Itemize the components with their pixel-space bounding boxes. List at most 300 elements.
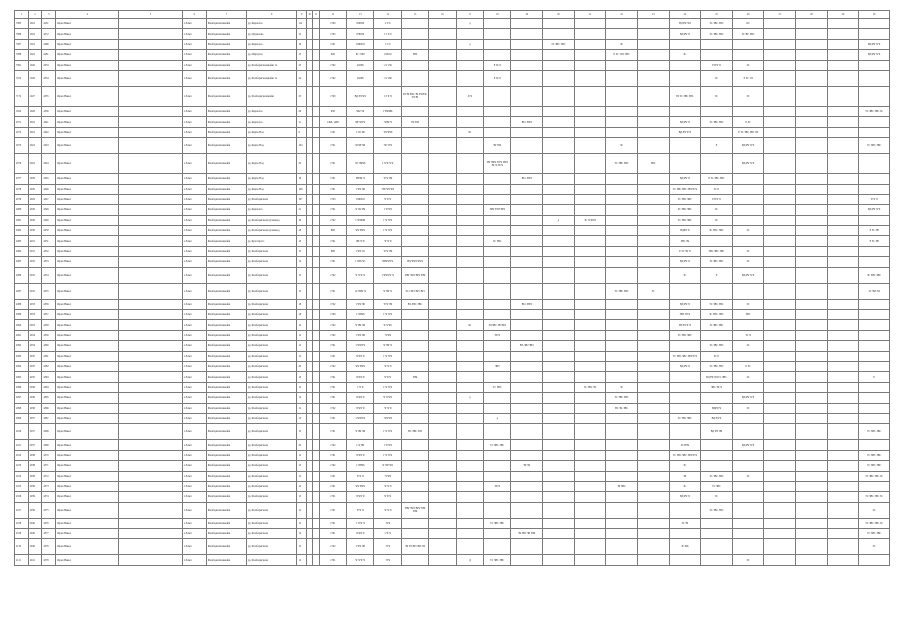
table-cell: Ярош Никол [56, 461, 119, 471]
table-cell: 4348 [42, 205, 56, 215]
table-cell [543, 492, 575, 502]
table-cell [429, 529, 456, 539]
table-cell [511, 492, 543, 502]
table-cell: ВД РЧ·Ч·Ч [732, 440, 764, 450]
table-cell: Ярош Никол [56, 29, 119, 39]
table-cell: ЗС ЗВС ЗВС [701, 320, 733, 330]
table-cell: 2022 [28, 127, 42, 137]
table-cell: Ярош Никол [56, 539, 119, 555]
table-cell: 12 [297, 341, 306, 351]
table-cell: Ярош Никол [56, 529, 119, 539]
table-cell [543, 320, 575, 330]
table-cell: Ярош Никол [56, 70, 119, 86]
table-cell [859, 154, 890, 174]
table-cell [429, 450, 456, 460]
table-cell [764, 86, 796, 106]
table-cell [484, 502, 511, 518]
table-cell [827, 194, 859, 204]
table-cell: 2034 [28, 330, 42, 340]
table-cell: Фонборигшошвойш [206, 205, 246, 215]
table-cell: уд. Фонборигшош [246, 502, 297, 518]
table-cell: 1763 [319, 194, 346, 204]
table-cell [764, 184, 796, 194]
table-cell: Фонборигшошвойш [206, 70, 246, 86]
table-cell: Ярош Никол [56, 320, 119, 330]
table-row [15, 60, 890, 70]
table-cell [429, 194, 456, 204]
table-cell [456, 361, 483, 371]
table-row [15, 138, 890, 154]
table-cell: 4356 [42, 299, 56, 309]
table-row [15, 481, 890, 491]
table-cell [732, 529, 764, 539]
table-cell: 1761 [319, 492, 346, 502]
table-cell: Е ЗС 1ЧЗ. 3ВС [606, 50, 638, 60]
table-cell: Ч·Ч·Ч [347, 471, 374, 481]
table-cell [511, 154, 543, 174]
table-cell [637, 492, 669, 502]
table-cell [827, 257, 859, 267]
table-cell: ЧР·ЧЧ·Ч [347, 117, 374, 127]
table-cell: 4357 [42, 310, 56, 320]
table-cell: Ярош Никол [56, 403, 119, 413]
table-cell: Ч1 [456, 127, 483, 137]
table-cell: ·Ч·Ч·ЧЧ [374, 174, 401, 184]
table-cell [827, 236, 859, 246]
table-cell: Е ЗСЛ [484, 70, 511, 86]
table-cell: 12 [297, 529, 306, 539]
table-cell: ТС 3ВС ЗВС [669, 413, 701, 423]
table-cell: 4353 [42, 257, 56, 267]
table-cell: 2030 [28, 226, 42, 236]
table-cell: 4358 [42, 320, 56, 330]
table-cell: 898 [319, 246, 346, 256]
table-cell: 2085 [15, 257, 29, 267]
table-cell [511, 424, 543, 440]
table-cell: ВДРЧ·Ч [669, 226, 701, 236]
table-cell: Ярош Никол [56, 205, 119, 215]
table-cell [764, 267, 796, 283]
table-cell: 2032 [28, 257, 42, 267]
table-cell: ВД РЧ ЧЧ [347, 86, 374, 106]
table-cell: ТС ЗВС ЗВС [859, 424, 890, 440]
table-cell: 2034 [28, 341, 42, 351]
table-cell [484, 450, 511, 460]
table-cell: 1 Ломп [182, 174, 206, 184]
table-cell: ВД РЧ·Ч [669, 117, 701, 127]
table-cell: ВС1 ВЗЧ [511, 299, 543, 309]
table-cell: Е ЗС ЗВ [859, 226, 890, 236]
table-cell [119, 382, 182, 392]
table-cell: ·Ч·Ч·ЧЧ [374, 246, 401, 256]
table-cell: 2033 [28, 299, 42, 309]
table-cell [401, 226, 428, 236]
table-cell: 1·ЧЧ·Ч6 [347, 330, 374, 340]
table-cell [637, 502, 669, 518]
table-cell: 2022 [28, 138, 42, 154]
table-cell: ЗЧ ЗЧ ЗЧЗ ЗЧЗ ЗЧ [401, 539, 428, 555]
table-cell [606, 127, 638, 137]
column-header: 3 [42, 11, 56, 19]
table-cell: 1762 [319, 70, 346, 86]
table-cell [701, 283, 733, 299]
table-cell [574, 341, 606, 351]
table-cell [637, 382, 669, 392]
table-cell: 1 Ломп [182, 29, 206, 39]
table-cell [119, 39, 182, 49]
table-cell: 7091 [15, 60, 29, 70]
table-cell [764, 529, 796, 539]
table-cell [796, 117, 828, 127]
table-cell: ТС 3ВС ЗВС [543, 39, 575, 49]
table-cell [511, 502, 543, 518]
table-cell [637, 70, 669, 86]
table-cell [574, 86, 606, 106]
table-cell: 12 [297, 351, 306, 361]
table-cell: уд. Фонборигшош [246, 351, 297, 361]
table-cell: ЗС ВД [669, 539, 701, 555]
table-cell: 1762 [319, 403, 346, 413]
table-cell: 1761 [319, 518, 346, 528]
table-cell [429, 138, 456, 154]
table-cell: Ч·Ч·Ч6 [374, 320, 401, 330]
table-cell: ЗС Ч·ЧЧЧ [574, 215, 606, 225]
table-cell [511, 310, 543, 320]
table-cell [796, 267, 828, 283]
table-cell: 2022 [28, 154, 42, 174]
column-header: 14 [374, 11, 401, 19]
table-row [15, 174, 890, 184]
table-cell [429, 539, 456, 555]
table-cell: уд. Фонборигшош [246, 361, 297, 371]
table-cell: 4362 [42, 361, 56, 371]
table-cell: Фонборигшошвойш [206, 310, 246, 320]
table-cell: 23 [297, 60, 306, 70]
table-cell: ЗЧЧ·ЗЧЧ ЗЧЧ·ЗЧЧ [401, 267, 428, 283]
table-cell: 1·ЧЧ6Ч6 [347, 215, 374, 225]
table-cell: 2032 [28, 283, 42, 299]
table-cell [701, 154, 733, 174]
table-cell: 1761 [319, 481, 346, 491]
column-header: 25 [701, 11, 733, 19]
table-cell: 2097 [15, 393, 29, 403]
table-cell: 18 [297, 299, 306, 309]
table-cell: 2073 [15, 138, 29, 154]
table-cell [511, 215, 543, 225]
table-cell: 1·ЧЧЧ·Ч [347, 341, 374, 351]
table-cell [543, 481, 575, 491]
table-cell [764, 393, 796, 403]
table-cell: 1·Ч·Ч [374, 529, 401, 539]
table-cell [543, 267, 575, 283]
table-cell [119, 236, 182, 246]
table-cell [669, 60, 701, 70]
table-cell: 12 [297, 257, 306, 267]
table-cell: Фонборигшошвойш [206, 215, 246, 225]
table-cell: ЗЧ·ЗЧЗ [484, 138, 511, 154]
table-cell [796, 174, 828, 184]
table-cell: ЧЧЧ6·Ч [347, 174, 374, 184]
table-cell: ТС ЗВС [701, 481, 733, 491]
table-cell: Фонборигшошвойш [206, 138, 246, 154]
table-cell [429, 382, 456, 392]
table-cell [429, 19, 456, 29]
table-cell: Ч·Ч·Ч [374, 194, 401, 204]
table-cell [484, 539, 511, 555]
table-cell: ЗВЗ [401, 50, 428, 60]
table-row [15, 424, 890, 440]
table-cell [701, 393, 733, 403]
table-cell: 2083 [15, 236, 29, 246]
table-cell [764, 413, 796, 423]
table-cell [732, 215, 764, 225]
table-cell: Е [701, 267, 733, 283]
table-cell [764, 19, 796, 29]
column-header: 6 [182, 11, 206, 19]
table-cell: ВД РЧ·Ч·Ч [732, 138, 764, 154]
table-cell: 1 Ломп [182, 236, 206, 246]
table-row [15, 257, 890, 267]
table-cell: 1·Ч·Ч·Ч [374, 215, 401, 225]
table-cell: ЗС [732, 226, 764, 236]
table-cell [456, 492, 483, 502]
table-cell [796, 127, 828, 137]
table-cell: ЗЧ ТС ЗВС ЗВС [669, 86, 701, 106]
table-cell: 4368 [42, 424, 56, 440]
table-cell [606, 351, 638, 361]
table-cell [827, 555, 859, 565]
table-cell: ·Ч·Ч·Ч [374, 361, 401, 371]
table-cell: ЗС [701, 86, 733, 106]
table-cell [796, 39, 828, 49]
table-cell: 4377 [42, 529, 56, 539]
table-cell: 1 Ломп [182, 403, 206, 413]
table-cell: ВД·ЧЧЧ·ЧЧЧ [401, 257, 428, 267]
table-cell [543, 529, 575, 539]
table-cell: 12 [297, 393, 306, 403]
table-cell [732, 539, 764, 555]
table-row [15, 320, 890, 330]
table-cell [429, 393, 456, 403]
table-cell [574, 29, 606, 39]
table-cell: 13 [297, 50, 306, 60]
table-cell [637, 461, 669, 471]
header-row [15, 11, 890, 19]
table-cell: Ч·ЧЧ·Ч [347, 403, 374, 413]
table-cell [764, 106, 796, 116]
table-cell: Ярош Никол [56, 372, 119, 382]
table-cell: Ярош Никол [56, 154, 119, 174]
table-cell [637, 310, 669, 320]
table-cell [827, 424, 859, 440]
table-cell: 2107 [15, 502, 29, 518]
table-cell [637, 424, 669, 440]
table-cell [119, 127, 182, 137]
table-cell: 1 Ломп [182, 393, 206, 403]
table-cell: ТС 3ВС ЗВС [701, 29, 733, 39]
table-cell [859, 351, 890, 361]
table-cell: ·Ч·Ч·Ч [374, 481, 401, 491]
table-cell: 1 Ломп [182, 481, 206, 491]
table-cell [859, 440, 890, 450]
table-cell: 1 Ломп [182, 330, 206, 340]
table-cell [637, 226, 669, 236]
table-cell: 1586345 [347, 39, 374, 49]
table-cell: 2076 [15, 154, 29, 174]
table-cell [637, 413, 669, 423]
table-cell [511, 246, 543, 256]
table-cell [401, 471, 428, 481]
table-cell: ·Ч·Ч·Ч [374, 236, 401, 246]
table-cell [119, 215, 182, 225]
table-cell: 2033 [28, 320, 42, 330]
table-cell [637, 39, 669, 49]
table-cell: 2110 [15, 539, 29, 555]
table-cell: 1·3·0 [374, 39, 401, 49]
table-cell [484, 246, 511, 256]
table-cell: Фонборигшошвойш [206, 382, 246, 392]
table-row [15, 555, 890, 565]
table-cell [429, 106, 456, 116]
table-cell: Ярош Никол [56, 39, 119, 49]
table-cell [827, 60, 859, 70]
table-cell: 2078 [15, 184, 29, 194]
table-cell [606, 461, 638, 471]
table-cell: 2038 [28, 461, 42, 471]
table-cell [637, 403, 669, 413]
table-cell: Ярош Никол [56, 226, 119, 236]
table-cell [796, 492, 828, 502]
table-cell: 1765 [319, 29, 346, 39]
table-cell: ·ЧЗ·ЧЧ6 [374, 127, 401, 137]
table-cell: ЗЧ·Ч [484, 481, 511, 491]
table-cell: ТС 3ВС ЗВС [701, 361, 733, 371]
table-cell [401, 351, 428, 361]
table-cell: 1 Ломп [182, 39, 206, 49]
table-cell: 1022 [28, 29, 42, 39]
table-cell [511, 283, 543, 299]
table-cell: ЗС [701, 215, 733, 225]
table-cell [401, 529, 428, 539]
table-cell [543, 471, 575, 481]
table-cell: 1 Ломп [182, 424, 206, 440]
table-cell [796, 529, 828, 539]
table-cell [543, 413, 575, 423]
table-cell [859, 413, 890, 423]
table-cell [764, 226, 796, 236]
table-cell [456, 529, 483, 539]
table-cell: 12 [297, 403, 306, 413]
table-cell [606, 257, 638, 267]
table-cell [827, 361, 859, 371]
table-cell: ТС ЗВС ЗВС ЗС [859, 492, 890, 502]
table-cell [796, 154, 828, 174]
table-cell: уд. Кирполоа [246, 106, 297, 116]
table-cell [796, 138, 828, 154]
table-cell [732, 184, 764, 194]
table-cell: 1 Ломп [182, 154, 206, 174]
table-cell: ЗС [732, 341, 764, 351]
table-cell [401, 70, 428, 86]
table-cell: 2022 [28, 117, 42, 127]
table-cell [119, 138, 182, 154]
table-cell [511, 50, 543, 60]
table-cell: 2037 [28, 413, 42, 423]
table-row [15, 372, 890, 382]
table-cell [796, 194, 828, 204]
table-cell: 2030 [28, 215, 42, 225]
table-cell: 25 [297, 86, 306, 106]
table-cell [637, 138, 669, 154]
table-cell: уд. Фонборигшош [246, 320, 297, 330]
table-cell [606, 215, 638, 225]
table-cell [606, 492, 638, 502]
table-cell: ВД РЧ·Ч [669, 29, 701, 39]
table-cell [764, 372, 796, 382]
table-cell: ЗЧ ЗВС [606, 481, 638, 491]
table-cell [859, 215, 890, 225]
table-cell: 2036 [28, 393, 42, 403]
table-cell [827, 351, 859, 361]
table-cell: ВД РЧ·Ч·Ч [732, 267, 764, 283]
table-row [15, 127, 890, 137]
table-cell: Ч·ЧЧ·Ч [347, 529, 374, 539]
table-cell: Д [456, 555, 483, 565]
table-cell [484, 461, 511, 471]
table-cell [119, 403, 182, 413]
table-cell: Фонборигшошвойш [206, 372, 246, 382]
table-cell: 2031 [28, 246, 42, 256]
table-row [15, 393, 890, 403]
table-cell [456, 138, 483, 154]
table-cell: ЗС [701, 205, 733, 215]
table-cell [484, 299, 511, 309]
table-cell [669, 341, 701, 351]
table-cell: Фонборигшошвойш [206, 440, 246, 450]
table-cell: 4272 [42, 29, 56, 39]
table-row [15, 502, 890, 518]
table-cell [456, 299, 483, 309]
table-cell: Фонборигшошвойш [206, 393, 246, 403]
table-cell [764, 174, 796, 184]
table-cell: Фонборигшошвойш [206, 492, 246, 502]
table-cell [764, 299, 796, 309]
table-cell: ВД РЧ·Ч [669, 299, 701, 309]
table-cell [119, 450, 182, 460]
table-cell [429, 502, 456, 518]
table-cell: Ч·ЧЧ·Ч [347, 351, 374, 361]
table-cell [859, 60, 890, 70]
table-cell [606, 518, 638, 528]
table-cell [574, 70, 606, 86]
table-cell [859, 257, 890, 267]
table-cell: 1026 [28, 60, 42, 70]
table-cell: уд. Фонборигшош [246, 246, 297, 256]
table-cell [796, 257, 828, 267]
table-cell [401, 382, 428, 392]
table-cell [511, 70, 543, 86]
table-cell: 1 Ломп [182, 461, 206, 471]
table-cell: 4361 [42, 351, 56, 361]
table-row [15, 194, 890, 204]
table-cell: 4341 [42, 117, 56, 127]
table-cell [484, 86, 511, 106]
table-cell: 2094 [15, 361, 29, 371]
table-cell [827, 283, 859, 299]
table-cell [119, 246, 182, 256]
table-cell [827, 299, 859, 309]
column-header: 21 [574, 11, 606, 19]
